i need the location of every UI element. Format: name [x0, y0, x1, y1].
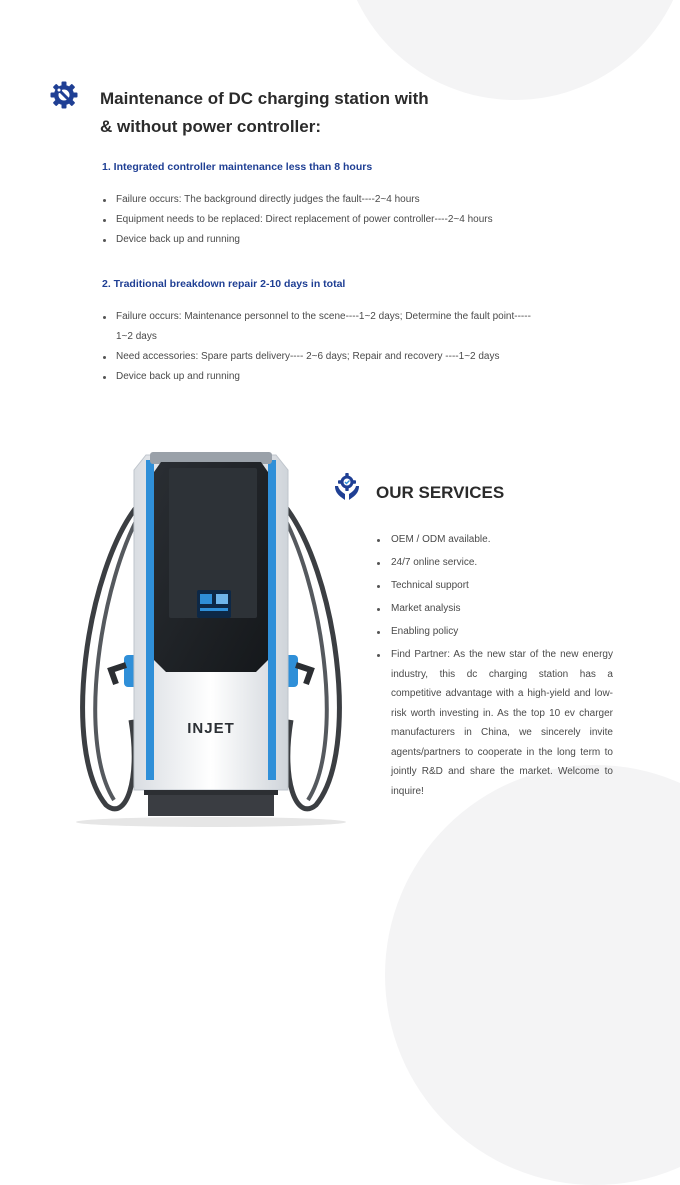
section-heading: 1. Integrated controller maintenance less than 8 hours [102, 161, 373, 173]
page-title-line2: & without power controller: [100, 117, 321, 136]
integrated-maintenance-section [102, 160, 622, 250]
traditional-repair-section [102, 277, 622, 387]
section-heading: 2. Traditional breakdown repair 2-10 days in total [102, 278, 346, 290]
list-item: Failure occurs: The background directly judges the fault----2~4 hours [102, 190, 622, 210]
dc-charging-station-image [66, 450, 356, 830]
services-list-item: 24/7 online service. [376, 553, 613, 573]
integrated-maintenance-list [102, 190, 622, 250]
page-title-line1: Maintenance of DC charging station with [100, 89, 429, 108]
list-item: Device back up and running [102, 367, 536, 387]
brand-logo: INJET [187, 720, 235, 737]
services-list [376, 530, 613, 802]
list-item: Need accessories: Spare parts delivery---- 2~6 days; Repair and recovery ----1~2 days [102, 347, 536, 367]
services-list-item: Technical support [376, 576, 613, 596]
services-list-item: OEM / ODM available. [376, 530, 613, 550]
services-list-item: Enabling policy [376, 622, 613, 642]
list-item: Failure occurs: Maintenance personnel to the scene----1~2 days; Determine the fault point----- 1~2 days [102, 307, 536, 347]
traditional-repair-list [102, 307, 622, 387]
list-item: Device back up and running [102, 230, 622, 250]
list-item: Equipment needs to be replaced: Direct replacement of power controller----2~4 hours [102, 210, 622, 230]
background-circle-bottom [385, 765, 680, 1185]
services-list-item: Market analysis [376, 599, 613, 619]
hands-gear-icon [333, 472, 361, 502]
page-title [100, 85, 480, 141]
gear-wrench-icon [49, 80, 79, 110]
find-partner-item: Find Partner: As the new star of the new energy industry, this dc charging station has a competitive advantage with a high-yield and low-risk worth investing in. As the top 10 ev charger manufacturers in China, we sincerely invite agents/partners to cooperate in the long term to jointly R&D and share the market. Welcome to inquire! [376, 645, 613, 802]
services-title: OUR SERVICES [376, 483, 505, 502]
